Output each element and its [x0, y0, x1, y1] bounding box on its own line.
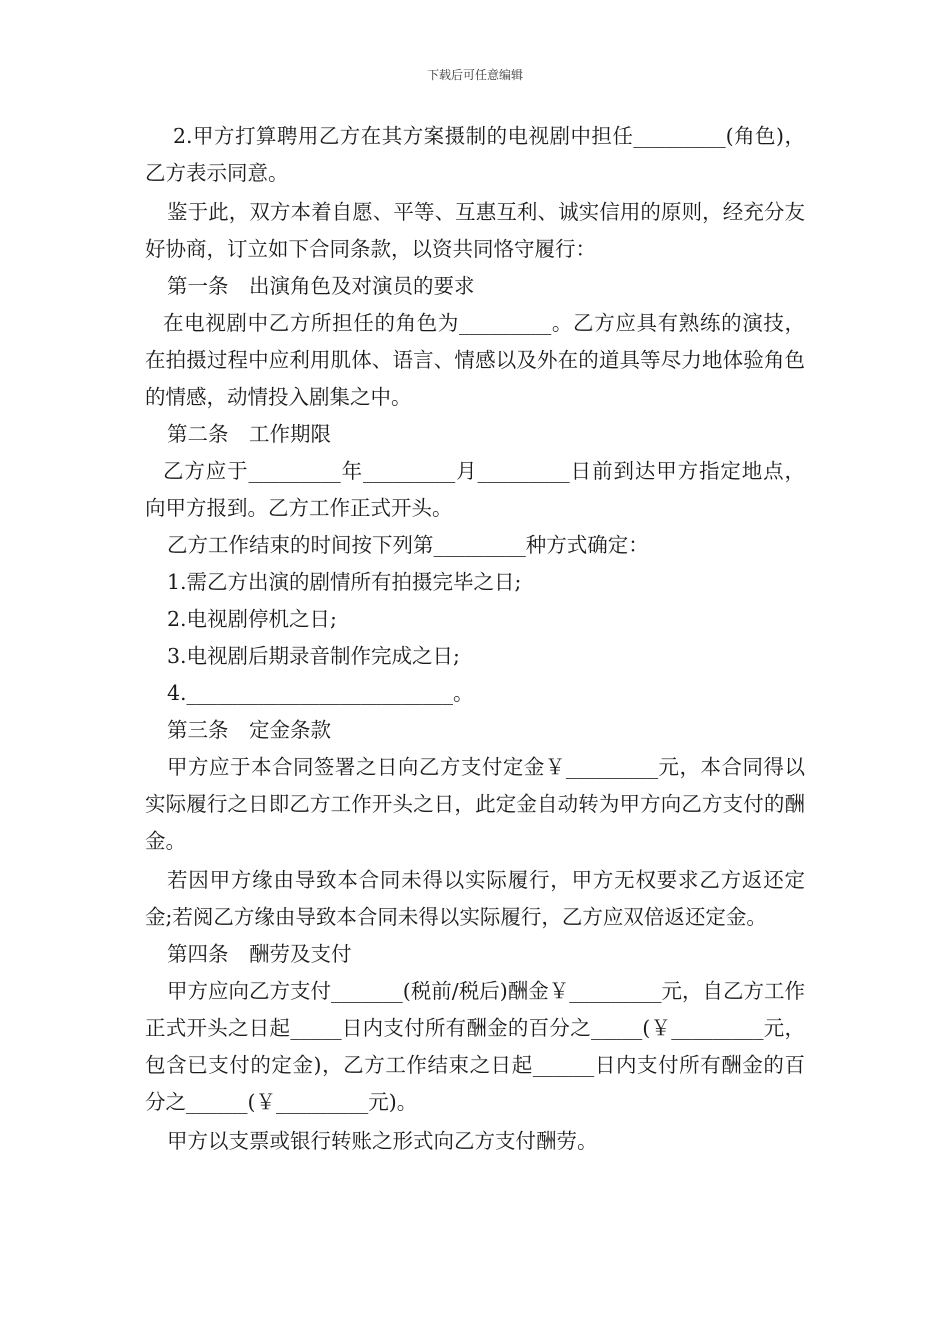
- document-body: [145, 118, 805, 1160]
- article-2-end-method: 乙方工作结束的时间按下列第_________种方式确定：: [167, 533, 649, 557]
- article-2-report-date: 乙方应于_________年_________月_________日前到达甲方指定地点，向甲方报到。乙方工作正式开头。: [145, 459, 805, 520]
- end-option-2: 2.电视剧停机之日;: [167, 607, 337, 631]
- article-3-breach: 若因甲方缘由导致本合同未得以实际履行，甲方无权要求乙方返还定金;若阅乙方缘由导致本合同未得以实际履行，乙方应双倍返还定金。: [145, 868, 805, 929]
- end-option-3: 3.电视剧后期录音制作完成之日;: [167, 644, 460, 668]
- article-1-heading: 第一条 出演角色及对演员的要求: [167, 274, 475, 298]
- article-4-payment: 甲方应向乙方支付_______(税前/税后)酬金￥_________元，自乙方工作正式开头之日起_____日内支付所有酬金的百分之_____(￥_________元，包含已支付的定金)，乙方工作结束之日起______日内支付所有酬金的百分之______(￥_________元)。: [145, 979, 805, 1114]
- article-1-body: 在电视剧中乙方所担任的角色为_________。乙方应具有熟练的演技，在拍摄过程中应利用肌体、语言、情感以及外在的道具等尽力地体验角色的情感，动情投入剧集之中。: [145, 311, 805, 409]
- article-3-deposit: 甲方应于本合同签署之日向乙方支付定金￥_________元，本合同得以实际履行之日即乙方工作开头之日，此定金自动转为甲方向乙方支付的酬金。: [145, 755, 805, 853]
- page-header-note: 下载后可任意编辑: [426, 68, 523, 82]
- article-4-heading: 第四条 酬劳及支付: [167, 942, 352, 966]
- article-2-heading: 第二条 工作期限: [167, 422, 331, 446]
- end-option-1: 1.需乙方出演的剧情所有拍摄完毕之日;: [167, 570, 522, 594]
- end-option-4: 4.__________________________。: [167, 681, 474, 705]
- paragraph-hire-role: 2.甲方打算聘用乙方在其方案摄制的电视剧中担任_________(角色)，乙方表示同意。: [145, 124, 805, 185]
- article-3-heading: 第三条 定金条款: [167, 718, 331, 742]
- paragraph-agreement-basis: 鉴于此，双方本着自愿、平等、互惠互利、诚实信用的原则，经充分友好协商，订立如下合同条款，以资共同恪守履行：: [145, 200, 805, 261]
- article-4-payment-method: 甲方以支票或银行转账之形式向乙方支付酬劳。: [167, 1129, 598, 1153]
